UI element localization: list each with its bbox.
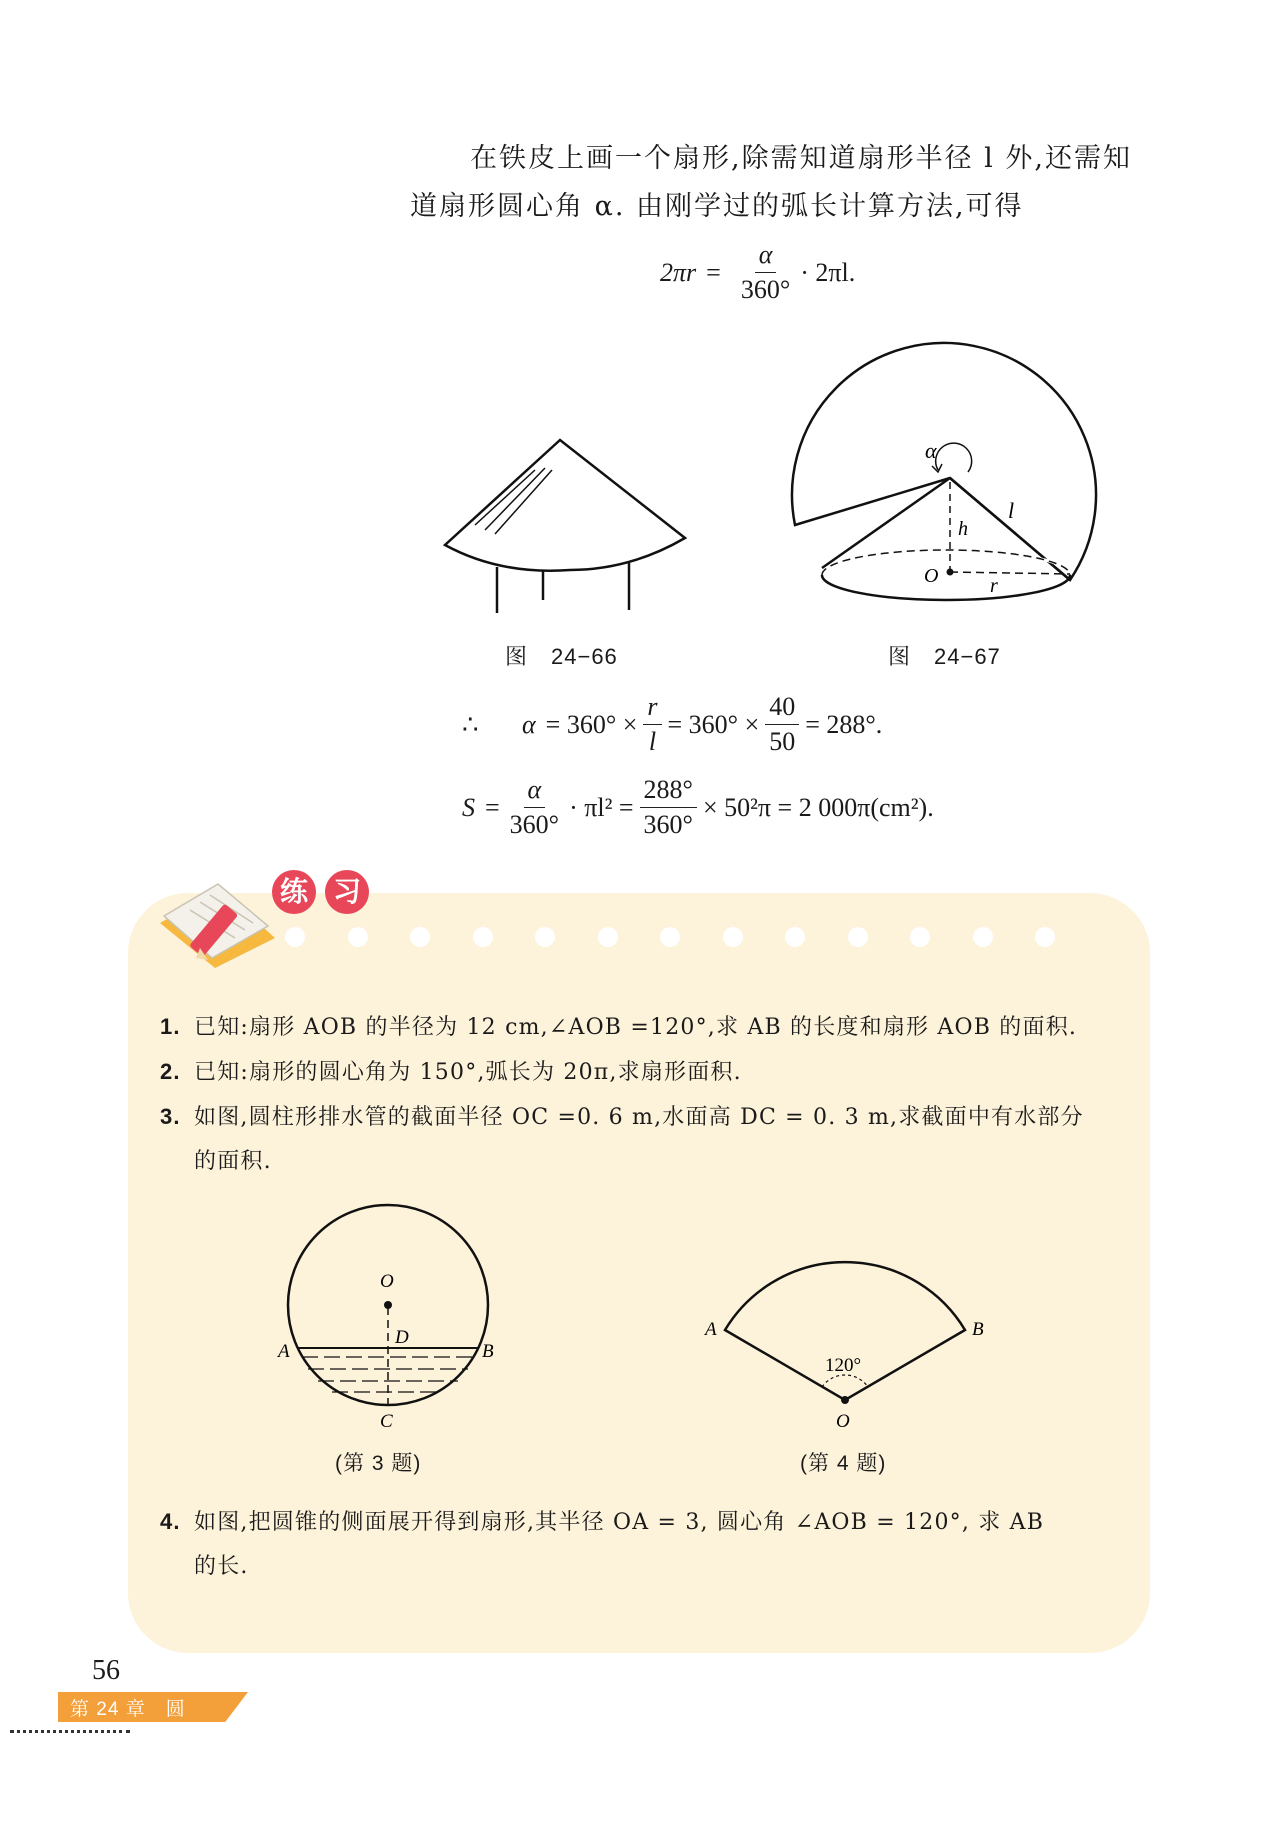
eq2-lhs: α — [522, 709, 536, 739]
eq3-lhs: S — [462, 792, 475, 822]
eq3-f1-den: 360° — [509, 810, 560, 839]
equation-alpha — [462, 692, 882, 757]
figure-24-67-caption: 图 24−67 — [888, 644, 1001, 669]
exercise-item — [160, 1050, 1120, 1095]
fig67-label-o: O — [924, 565, 939, 587]
eq2-f2-den: 50 — [769, 727, 796, 756]
eq2-f2-num: 40 — [765, 692, 799, 725]
practice-title-char-2: 习 — [325, 870, 369, 914]
decor-dot — [473, 927, 493, 947]
exercise-number: 2. — [160, 1059, 181, 1084]
eq2-fraction-1 — [643, 692, 661, 757]
exercise-item — [160, 1500, 1120, 1545]
figure-24-66-caption: 图 24−66 — [505, 644, 618, 669]
decor-dot — [535, 927, 555, 947]
exercise-text: 已知:扇形 AOB 的半径为 12 cm,∠AOB =120°,求 AB 的长度和扇形 AOB 的面积. — [194, 1015, 1078, 1040]
eq1-den: 360° — [740, 275, 791, 304]
fig4-label-angle: 120° — [825, 1355, 862, 1376]
fig3-label-c: C — [380, 1411, 393, 1432]
fig67-label-r: r — [990, 575, 998, 597]
fig4-label-o: O — [836, 1411, 850, 1432]
eq3-part2: · πl² = — [569, 792, 634, 822]
decor-dot — [910, 927, 930, 947]
decor-dot — [410, 927, 430, 947]
eq2-fraction-2 — [765, 692, 799, 757]
footer-dotted-rule — [10, 1730, 130, 1733]
page-number: 56 — [92, 1655, 120, 1686]
exercise-item-4 — [160, 1500, 1120, 1589]
chapter-label: 第 24 章 圆 — [70, 1699, 186, 1720]
decor-dot — [973, 927, 993, 947]
equation-arc-length — [660, 240, 855, 305]
exercise-number: 4. — [160, 1509, 181, 1534]
eq1-equals: = — [706, 257, 721, 287]
decor-dot — [660, 927, 680, 947]
eq3-part3: × 50²π = 2 000π(cm²). — [702, 792, 934, 822]
eq1-fraction — [737, 240, 794, 305]
fig4-label-a: A — [705, 1319, 717, 1340]
fig67-label-h: h — [958, 518, 968, 540]
exercise-text: 如图,圆柱形排水管的截面半径 OC =0. 6 m,水面高 DC = 0. 3 m,求截面中有水部分 — [194, 1105, 1084, 1130]
decor-dot — [723, 927, 743, 947]
equation-area — [462, 775, 934, 840]
decor-dot — [285, 927, 305, 947]
exercise-item — [160, 1140, 1120, 1184]
eq1-rhs: · 2πl. — [800, 257, 856, 287]
eq3-fraction-1 — [506, 775, 563, 840]
exercise-text: 的面积. — [194, 1149, 272, 1174]
fig3-label-b: B — [482, 1341, 494, 1362]
exercise-item — [160, 1005, 1120, 1050]
decor-dot — [598, 927, 618, 947]
eq3-part1: = — [485, 792, 500, 822]
exercise-text: 如图,把圆锥的侧面展开得到扇形,其半径 OA = 3, 圆心角 ∠AOB = 120°, 求 AB — [194, 1510, 1045, 1535]
eq2-part1: = 360° × — [545, 709, 638, 739]
exercise-text: 已知:扇形的圆心角为 150°,弧长为 20π,求扇形面积. — [194, 1060, 742, 1085]
figure-exercise-4-caption: (第 4 题) — [800, 1452, 887, 1475]
eq2-f1-den: l — [648, 727, 657, 756]
eq3-f1-num: α — [524, 775, 546, 808]
exercise-number: 1. — [160, 1014, 181, 1039]
exercise-item — [160, 1095, 1120, 1140]
eq2-part3: = 288°. — [805, 709, 883, 739]
figure-exercise-3-caption: (第 3 题) — [335, 1452, 422, 1475]
decor-dot — [1035, 927, 1055, 947]
exercise-text: 的长. — [194, 1554, 249, 1579]
decor-dot — [348, 927, 368, 947]
eq2-f1-num: r — [643, 692, 661, 725]
fig67-label-l: l — [1008, 498, 1015, 523]
fig3-label-d: D — [395, 1327, 409, 1348]
fig67-label-alpha: α — [925, 438, 937, 463]
pencil-paper-icon — [150, 868, 280, 973]
eq1-num: α — [755, 240, 777, 273]
figure-24-66-hat — [440, 430, 700, 620]
fig4-label-b: B — [972, 1319, 984, 1340]
figure-24-67-sector-cone — [780, 330, 1120, 610]
fig3-label-a: A — [278, 1341, 290, 1362]
eq3-f2-den: 360° — [643, 810, 693, 839]
figure-exercise-3-pipe — [270, 1195, 500, 1435]
exercise-number: 3. — [160, 1104, 181, 1129]
decor-dot — [848, 927, 868, 947]
eq2-therefore: ∴ — [462, 709, 479, 739]
figure-exercise-4-sector — [690, 1235, 1020, 1435]
eq1-lhs: 2πr — [660, 257, 697, 287]
eq2-part2: = 360° × — [667, 709, 760, 739]
exercise-list — [160, 1005, 1120, 1184]
intro-line-2: 道扇形圆心角 α. 由刚学过的弧长计算方法,可得 — [410, 191, 1024, 222]
intro-line-1: 在铁皮上画一个扇形,除需知道扇形半径 l 外,还需知 — [470, 143, 1132, 174]
fig3-label-o: O — [380, 1271, 394, 1292]
eq3-fraction-2 — [640, 775, 697, 840]
decor-dot — [785, 927, 805, 947]
eq3-f2-num: 288° — [640, 775, 697, 808]
practice-title-char-1: 练 — [272, 870, 316, 914]
